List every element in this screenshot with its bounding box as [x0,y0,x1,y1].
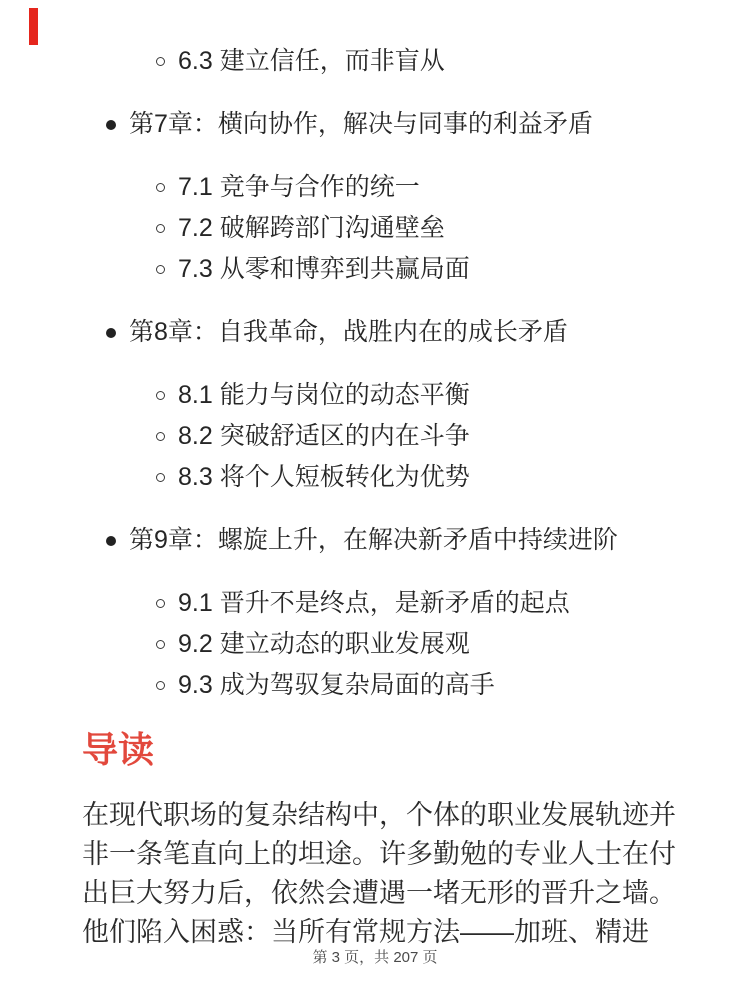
bullet-circle-icon [156,640,165,649]
toc-chapter-9 [0,520,750,561]
toc-item-label: 7.2 破解跨部门沟通壁垒 [178,214,445,242]
toc-item-label: 6.3 建立信任，而非盲从 [178,47,445,75]
toc-item-7-2 [0,208,750,249]
toc-chapter-label: 第8章：自我革命，战胜内在的成长矛盾 [129,318,568,346]
toc-item-7-3 [0,249,750,290]
toc-chapter-7 [0,104,750,145]
toc-item-label: 8.1 能力与岗位的动态平衡 [178,381,470,409]
red-marker-bar [29,8,38,45]
bullet-circle-icon [156,183,165,192]
bullet-disc-icon [106,328,116,338]
bullet-circle-icon [156,265,165,274]
toc-item-label: 9.1 晋升不是终点，是新矛盾的起点 [178,589,570,617]
toc-item-label: 8.2 突破舒适区的内在斗争 [178,422,470,450]
toc-item-8-3 [0,457,750,498]
intro-paragraph-line: 非一条笔直向上的坦途。许多勤勉的专业人士在付 [82,839,676,869]
bullet-circle-icon [156,391,165,400]
toc-item-9-1 [0,583,750,624]
bullet-circle-icon [156,432,165,441]
toc-item-9-3 [0,665,750,706]
toc-item-9-2 [0,624,750,665]
page-number-indicator: 第 3 页，共 207 页 [312,949,438,966]
bullet-circle-icon [156,473,165,482]
toc-item-7-1 [0,167,750,208]
toc-item-label: 7.1 竞争与合作的统一 [178,173,420,201]
bullet-circle-icon [156,599,165,608]
bullet-circle-icon [156,224,165,233]
toc-item-8-2 [0,416,750,457]
toc-item-8-1 [0,375,750,416]
toc-item-label: 7.3 从零和博弈到共赢局面 [178,255,470,283]
toc-item-label: 8.3 将个人短板转化为优势 [178,463,470,491]
bullet-disc-icon [106,120,116,130]
toc-chapter-label: 第7章：横向协作，解决与同事的利益矛盾 [129,110,593,138]
toc-item-label: 9.2 建立动态的职业发展观 [178,630,470,658]
bullet-circle-icon [156,681,165,690]
intro-paragraph [82,796,676,952]
intro-paragraph-line: 他们陷入困惑：当所有常规方法——加班、精进 [82,917,649,947]
intro-heading: 导读 [82,729,155,770]
toc-item-label: 9.3 成为驾驭复杂局面的高手 [178,671,495,699]
toc-chapter-label: 第9章：螺旋上升，在解决新矛盾中持续进阶 [129,526,618,554]
toc-item-6-3 [0,41,750,82]
bullet-circle-icon [156,57,165,66]
intro-paragraph-line: 出巨大努力后，依然会遭遇一堵无形的晋升之墙。 [82,878,676,908]
bullet-disc-icon [106,536,116,546]
intro-paragraph-line: 在现代职场的复杂结构中，个体的职业发展轨迹并 [82,800,676,830]
toc-chapter-8 [0,312,750,353]
